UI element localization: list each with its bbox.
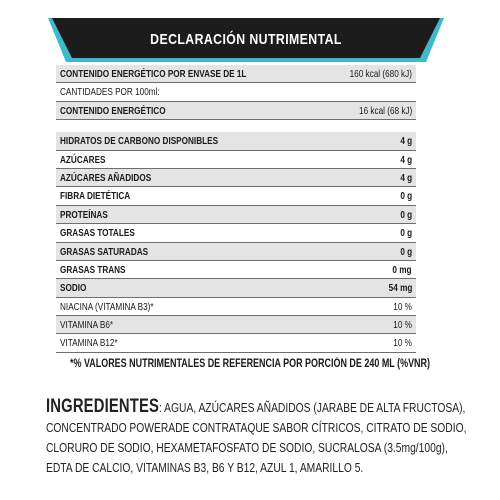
footnote: *% VALORES NUTRIMENTALES DE REFERENCIA POR PORCIÓN DE 240 ML (%VNR): [69, 358, 430, 370]
header-banner: [48, 18, 444, 62]
ingredients-line: [46, 396, 466, 418]
row-label: CONTENIDO ENERGÉTICO POR ENVASE DE 1L: [60, 68, 247, 80]
row-value: 10 %: [393, 319, 412, 332]
table-row: [56, 298, 416, 316]
row-label: AZÚCARES AÑADIDOS: [60, 171, 152, 184]
row-value: 10 %: [393, 300, 412, 313]
table-row: [56, 243, 416, 261]
row-label: GRASAS TRANS: [60, 263, 126, 276]
page-title: DECLARACIÓN NUTRIMENTAL: [150, 31, 342, 48]
ingredients-heading: INGREDIENTES: [46, 396, 160, 417]
row-label: SODIO: [60, 282, 87, 295]
row-value: 4 g: [400, 171, 412, 184]
row-value: 0 g: [400, 208, 412, 221]
row-value: 4 g: [400, 153, 412, 166]
table-row: [56, 65, 416, 83]
table-row: [56, 316, 416, 334]
row-value: 160 kcal (680 kJ): [349, 68, 412, 80]
row-label: NIACINA (VITAMINA B3)*: [60, 300, 154, 313]
row-label: CONTENIDO ENERGÉTICO: [60, 104, 166, 117]
table-row: [56, 187, 416, 205]
table-row: [56, 102, 416, 120]
row-value: 16 kcal (68 kJ): [358, 104, 412, 117]
table-row: [56, 132, 416, 150]
row-value: 10 %: [393, 337, 412, 350]
table-row: [56, 334, 416, 352]
nutrition-table: [56, 65, 416, 353]
table-row: [56, 83, 416, 101]
row-label: CANTIDADES POR 100ml:: [60, 86, 160, 99]
row-value: 0 g: [400, 227, 412, 240]
table-row: [56, 169, 416, 187]
row-value: 4 g: [400, 135, 412, 148]
ingredients-line: CLORURO DE SODIO, HEXAMETAFOSFATO DE SODIO, SUCRALOSA (3.5mg/100g),: [46, 440, 448, 455]
ingredients-line: EDTA DE CALCIO, VITAMINAS B3, B6 Y B12, AZUL 1, AMARILLO 5.: [46, 460, 364, 475]
row-label: VITAMINA B6*: [60, 319, 114, 332]
table-spacer: [56, 120, 416, 132]
table-row: [56, 279, 416, 297]
ingredients-block: [46, 397, 466, 478]
row-label: GRASAS SATURADAS: [60, 245, 149, 258]
row-label: HIDRATOS DE CARBONO DISPONIBLES: [60, 135, 219, 148]
row-label: PROTEÍNAS: [60, 208, 108, 221]
row-value: 0 mg: [392, 263, 412, 276]
table-row: [56, 224, 416, 242]
row-value: 54 mg: [388, 282, 412, 295]
table-row: [56, 151, 416, 169]
ingredients-text: : AGUA, AZÚCARES AÑADIDOS (JARABE DE ALTA FRUCTOSA),: [159, 400, 466, 415]
row-value: 0 g: [400, 245, 412, 258]
row-label: FIBRA DIETÉTICA: [60, 190, 131, 203]
row-label: AZÚCARES: [60, 153, 106, 166]
ingredients-line: CONCENTRADO POWERADE CONTRATAQUE SABOR CÍTRICOS, CITRATO DE SODIO,: [46, 420, 467, 435]
row-label: GRASAS TOTALES: [60, 227, 135, 240]
row-label: VITAMINA B12*: [60, 337, 118, 350]
row-value: 0 g: [400, 190, 412, 203]
table-row: [56, 206, 416, 224]
table-row: [56, 261, 416, 279]
